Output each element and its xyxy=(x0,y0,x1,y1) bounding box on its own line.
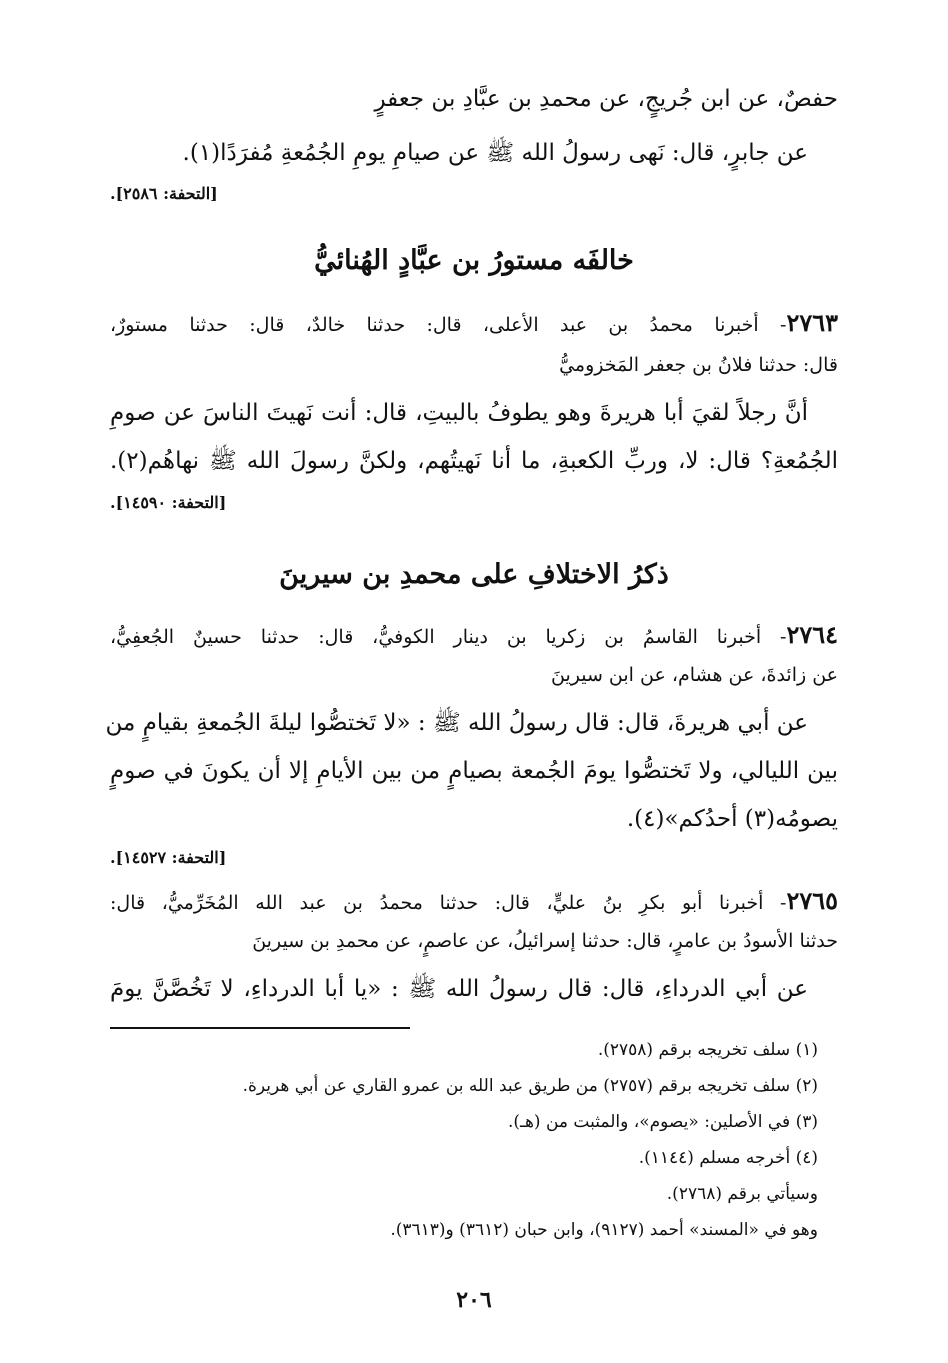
hadith-2763-chain xyxy=(110,308,838,337)
footnote: (٢) سلف تخريجه برقم (٢٧٥٧) من طريق عبد الله بن عمرو القاري عن أبي هريرة. xyxy=(242,1076,818,1096)
footnote: (١) سلف تخريجه برقم (٢٧٥٨). xyxy=(597,1040,818,1060)
text-line: قال: حدثنا فلانُ بن جعفر المَخزوميُّ xyxy=(559,354,838,376)
hadith-2764-chain xyxy=(110,620,838,649)
hadith-number: ٢٧٦٤ xyxy=(786,620,838,649)
tuhfa-reference: [التحفة: ١٤٥٩٠]. xyxy=(110,493,227,512)
text-line: عن جابرٍ، قال: نَهى رسولُ الله ﷺ عن صيامِ يومِ الجُمُعةِ مُفرَدًا(١). xyxy=(182,140,808,166)
tuhfa-reference: [التحفة: ٢٥٨٦]. xyxy=(110,184,218,203)
text-line: حفصٌ، عن ابن جُريجٍ، عن محمدِ بن عبَّادِ بن جعفرٍ xyxy=(374,86,838,112)
footnote-divider xyxy=(110,1027,410,1029)
section-heading: ذكرُ الاختلافِ على محمدِ بن سيرينَ xyxy=(279,559,669,590)
text-line: الجُمُعةِ؟ قال: لا، وربِّ الكعبةِ، ما أنا نَهيتُهم، ولكنَّ رسولَ الله ﷺ نهاهُم(٢). xyxy=(110,448,838,474)
text-line: أنَّ رجلاً لقيَ أبا هريرةَ وهو يطوفُ بالبيتِ، قال: أنت نَهيتَ الناسَ عن صومِ xyxy=(110,400,808,426)
text-line: عن زائدةَ، عن هشام، عن ابن سيرينَ xyxy=(550,664,838,686)
text-line: يصومُه(٣) أحدُكم»(٤). xyxy=(626,806,838,832)
chain-text: - أخبرنا أبو بكرِ بنُ عليٍّ، قال: حدثنا محمدُ بن عبد الله المُخَرِّميُّ، قال: xyxy=(110,892,787,914)
hadith-number: ٢٧٦٣ xyxy=(786,308,838,337)
chain-text: - أخبرنا القاسمُ بن زكريا بن دينار الكوفيُّ، قال: حدثنا حسينٌ الجُعفِيُّ، xyxy=(110,626,787,648)
hadith-number: ٢٧٦٥ xyxy=(786,886,838,915)
section-heading: خالفَه مستورُ بن عبَّادٍ الهُنائيُّ xyxy=(314,245,634,276)
tuhfa-reference: [التحفة: ١٤٥٢٧]. xyxy=(110,848,227,867)
chain-text: - أخبرنا محمدُ بن عبد الأعلى، قال: حدثنا خالدٌ، قال: حدثنا مستورٌ، xyxy=(110,314,787,336)
text-line: بين الليالي، ولا تَختصُّوا يومَ الجُمعة بصيامٍ من بين الأيامِ إلا أن يكونَ في صومٍ xyxy=(110,758,838,784)
hadith-2765-chain xyxy=(110,886,838,915)
footnote: وهو في «المسند» أحمد (٩١٢٧)، وابن حبان (٣٦١٢) و(٣٦١٣). xyxy=(390,1220,818,1240)
footnote: وسيأتي برقم (٢٧٦٨). xyxy=(666,1184,818,1204)
text-line: عن أبي هريرةَ، قال: قال رسولُ الله ﷺ : «لا تَختصُّوا ليلةَ الجُمعةِ بقيامٍ من xyxy=(105,710,808,736)
footnote: (٣) في الأصلين: «يصوم»، والمثبت من (هـ). xyxy=(507,1112,818,1132)
footnote: (٤) أخرجه مسلم (١١٤٤). xyxy=(638,1148,818,1168)
text-line: حدثنا الأسودُ بن عامرٍ، قال: حدثنا إسرائيلُ، عن عاصمٍ، عن محمدِ بن سيرينَ xyxy=(252,930,838,952)
page-number: ٢٠٦ xyxy=(456,1287,492,1313)
text-line: عن أبي الدرداءِ، قال: قال رسولُ الله ﷺ : «يا أبا الدرداءِ، لا تَخُصَّنَّ يومَ xyxy=(110,976,808,1002)
